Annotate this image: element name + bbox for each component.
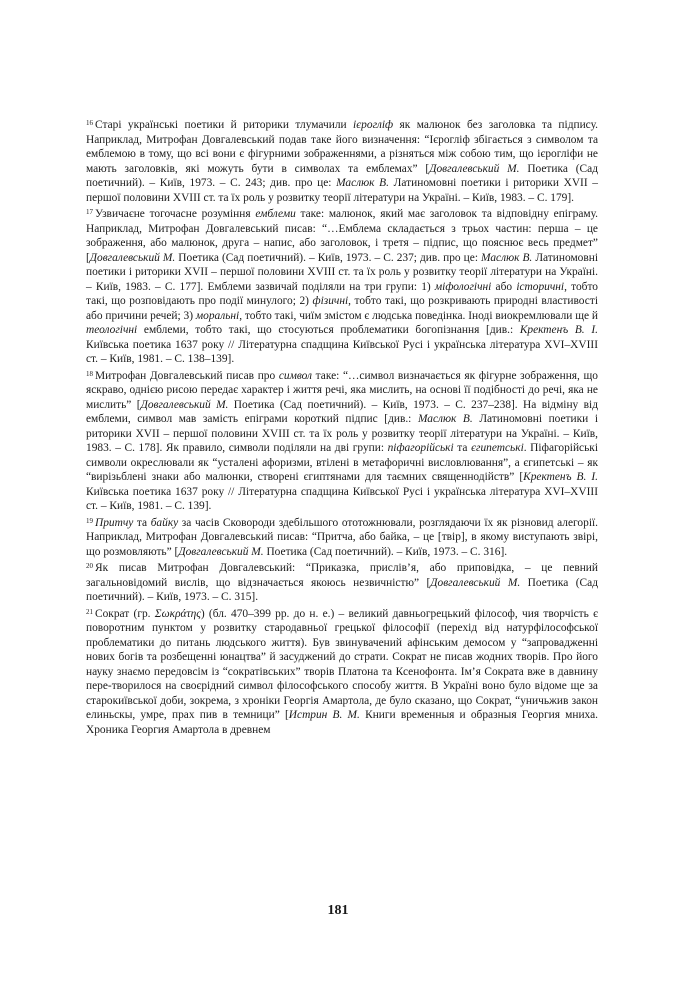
footnote-text: , тобто такі, що розкривають природні властивості або причини речей; 3) <box>86 295 598 322</box>
footnote <box>86 514 598 560</box>
footnote-text: Поетика (Сад поетичний). – Київ, 1973. – С. 237; див. про це: <box>175 251 482 264</box>
footnote-text: та <box>453 442 472 454</box>
footnote-text: Старі українські поетики й риторики тлумачили <box>95 119 354 131</box>
footnote-italic-text: ієрогліф <box>353 119 394 131</box>
footnote-italic-text: єгипетські <box>471 442 524 454</box>
footnote-number: 21 <box>86 607 93 616</box>
footnote-text: Київська поетика 1637 року // Літературна спадщина Київської Русі і українська література XVI–XVIII ст. – Київ, 1981. – С. 138–139]. <box>86 338 598 365</box>
footnote-italic-text: Маслюк В. <box>336 177 389 189</box>
footnote-italic-text: емблеми <box>255 208 296 220</box>
footnote-text: ) (бл. 470–399 рр. до н. е.) – великий давньогрецький філософ, чия творчість є поворотним пунктом у розвитку стародавньої грецької філософії (перехід від натурфілософської проблематики до питань людського життя). Був звинувачений афінським демосом у “запровадженні нових богів та розбещенні юнацтва” й засуджений до страти. Сократ не писав жодних творів. Про його науку знаємо передовсім із “сократівських” творів Платона та Ксенофонта. Ім’я Сократа вже в давнину пере-творилося на своєрідний символ філософського способу життя. В Україні воно було відоме ще за старокиївської доби, зокрема, з хроніки Георгія Амартола, де було сказано, що Сократ, “уничьжив закон елиньскы, умре, прах пив в темници” [ <box>86 607 598 721</box>
footnote-italic-text: історичні <box>516 280 565 293</box>
footnote-number: 18 <box>86 369 93 378</box>
footnote-text: як малюнок без заголовка та підпису. Наприклад, Митрофан Довгалевський подав таке його визначення: “Ієрогліф збігається з символом та емблемою в тому, що всі вони є фігурними зображеннями, а різняться між собою тим, що ієрогліфи не мають заголовків, які можуть бути в символах та емблемах” [ <box>86 119 598 175</box>
footnote-text: Митрофан Довгалевський писав про <box>95 369 279 382</box>
footnote-text: Як писав Митрофан Довгалевський: “Приказка, прислів’я, або приповідка, – це певний загальновідомий вислів, що відзначається якоюсь незвичністю” [ <box>86 562 598 589</box>
footnote-number: 20 <box>86 562 93 570</box>
footnote-number: 17 <box>86 208 93 216</box>
footnote-text: Поетика (Сад поетичний). – Київ, 1973. – С. 243; див. про це: <box>86 162 598 189</box>
footnote <box>86 559 598 605</box>
footnote <box>86 605 598 738</box>
footnote-number: 16 <box>86 119 93 127</box>
footnote-text: таке: малюнок, який має заголовок та відповідну епіграму. Наприклад, Митрофан Довгалевський писав: “…Емблема складається з трьох частин: перша – це зображення, або малюнок, друга – напис, або заголовок, і третя – підпис, що пояснює весь предмет” [ <box>86 208 599 264</box>
footnote-text: . Піфагорійські символи окреслювали як “усталені афоризми, втілені в метафоричні висловлювання”, а єгипетські – як “вирізьблені знаки або малюнки, створені єгиптянами для таємних священнодійств” [ <box>86 442 598 483</box>
footnote-text: Поетика (Сад поетичний). – Київ, 1973. – С. 237–238]. На відміну від емблеми, символ мав замість епіграми короткий підпис [див.: <box>86 398 598 425</box>
footnote-italic-text: Маслюк В. <box>481 251 533 264</box>
footnote-italic-text: Довгалевський М. <box>89 251 176 264</box>
footnote-text: або <box>491 280 517 293</box>
footnote-number: 19 <box>86 516 93 525</box>
footnote-italic-text: байку <box>150 516 179 529</box>
footnote-italic-text: теологічні <box>86 324 138 336</box>
footnote-italic-text: Довгалевський М. <box>178 545 264 558</box>
footnote-italic-text: Σωκράτης <box>154 607 201 620</box>
footnote <box>86 116 598 205</box>
footnote-italic-text: моральні <box>195 309 240 322</box>
footnote-text: Узвичаєне тогочасне розуміння <box>95 208 256 220</box>
footnote-italic-text: Маслюк В. <box>417 413 473 425</box>
footnote-text: Поетика (Сад поетичний). – Київ, 1973. – С. 316]. <box>263 545 508 558</box>
footnote <box>86 205 598 367</box>
footnote-italic-text: Довгалевський М. <box>140 398 229 411</box>
footnotes-block <box>86 116 598 737</box>
footnote-text: , тобто такі, що розповідають про події минулого; 2) <box>86 280 598 307</box>
footnote-italic-text: Довгалевський М. <box>430 576 521 589</box>
footnote-italic-text: міфологічні <box>434 280 492 293</box>
footnote-italic-text: Довгалевський М. <box>429 162 520 175</box>
footnote <box>86 367 598 514</box>
footnote-italic-text: Кректенъ В. І. <box>519 324 598 336</box>
footnote-text: Латиномовні поетики і риторики XVII – першої половини XVIII ст. та їх роль у розвитку теорії літератури на Україні. – Київ, 1983. – С. 177]. Емблеми зазвичай поділяли на три групи: 1) <box>86 251 598 293</box>
footnote-text: Київська поетика 1637 року // Літературна спадщина Київської Русі і українська література XVI–XVIII ст. – Київ, 1981. – С. 139]. <box>86 485 598 512</box>
footnote-italic-text: символ <box>278 369 313 382</box>
footnote-text: Латиномовні поетики і риторики XVII – першої половини XVIII ст. та їх роль у розвитку теорії літератури на Україні. – Київ, 1983. – С. 179]. <box>86 177 598 204</box>
footnote-text: за часів Сковороди здебільшого ототожнювали, розглядаючи їх як різновид алегорії. Наприклад, Митрофан Довгалевський писав: “Притча, або байка, – це [твір], в якому виступають звірі, що розмовляють” [ <box>86 516 598 558</box>
footnote-text: Латиномовні поетики і риторики XVII – першої половини XVIII ст. та їх роль у розвитку теорії літератури на Україні. – Київ, 1983. – С. 178]. Як правило, символи поділяли на дві групи: <box>86 413 599 454</box>
footnote-italic-text: Притчу <box>95 516 134 529</box>
footnote-text: , тобто такі, чиїм змістом є людська поведінка. Іноді виокремлювали ще й <box>239 309 598 322</box>
footnote-text: Поетика (Сад поетичний). – Київ, 1973. – С. 315]. <box>86 576 598 603</box>
footnote-italic-text: Кректенъ В. І. <box>523 471 598 483</box>
footnote-text: Книги временныя и образныя Георгия мниха. Хроника Георгия Амартола в древнем <box>86 709 599 736</box>
footnote-italic-text: Истрин В. М. <box>288 709 360 721</box>
page-number: 181 <box>327 903 349 918</box>
footnote-text: Сократ (гр. <box>95 607 155 620</box>
footnote-text: емблеми, тобто такі, що стосуються проблематики богопізнання [див.: <box>137 324 520 336</box>
footnote-italic-text: піфагорійські <box>387 442 454 454</box>
footnote-text: та <box>133 516 151 529</box>
footnote-italic-text: фізичні <box>312 295 349 307</box>
footnote-text: таке: “…символ визначається як фігурне зображення, що яскраво, однією рисою передає характер і життя речі, яка мислить, на основі її подібності до речі, яка не мислить” [ <box>86 369 598 411</box>
